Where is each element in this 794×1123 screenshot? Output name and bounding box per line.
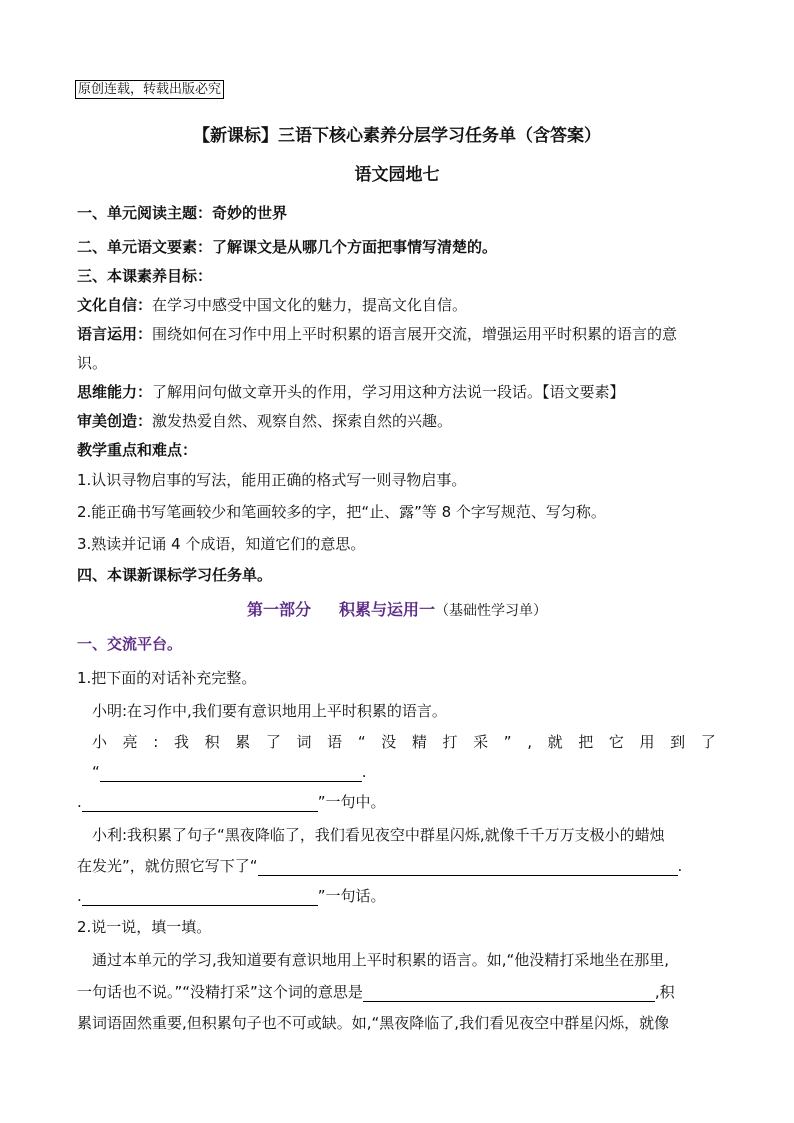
section-1-value: 奇妙的世界 — [212, 204, 288, 222]
para-text: ,积 — [654, 983, 675, 1001]
char: ” — [503, 733, 512, 751]
char: 累 — [235, 733, 251, 751]
char: 到 — [670, 733, 686, 751]
goal-language — [77, 324, 724, 344]
dialogue-xiaoli-line2 — [77, 856, 724, 876]
goal-aesthetic — [77, 411, 724, 431]
question-2-title: 2.说一说，填一填。 — [77, 918, 212, 936]
fill-blank[interactable] — [258, 859, 678, 876]
char: 词 — [296, 733, 312, 751]
period: . — [77, 793, 82, 811]
char: 积 — [204, 733, 220, 751]
char: 精 — [411, 733, 427, 751]
goal-culture — [77, 295, 724, 315]
dialogue-xiaoliang-line2 — [92, 762, 724, 782]
char: : — [153, 733, 159, 751]
section-1-label: 一、单元阅读主题： — [77, 204, 213, 222]
part-title: 积累与运用一 — [339, 600, 436, 619]
fill-blank[interactable] — [82, 795, 318, 812]
section-2: 二、单元语文要素：了解课文是从哪几个方面把事情写清楚的。 — [77, 238, 498, 256]
goal-text: 了解用问句做文章开头的作用，学习用这种方法说一段话。【语文要素】 — [152, 383, 625, 401]
char: 把 — [578, 733, 594, 751]
char: 小 — [92, 733, 108, 751]
question-2-para-2 — [77, 982, 724, 1002]
question-1-title: 1.把下面的对话补充完整。 — [77, 669, 257, 687]
period: . — [361, 763, 367, 781]
char: 亮 — [122, 733, 138, 751]
char: 了 — [700, 733, 716, 751]
exchange-platform-heading: 一、交流平台。 — [77, 635, 183, 653]
fill-blank[interactable] — [100, 765, 362, 782]
goal-text: 在学习中感受中国文化的魅力，提高文化自信。 — [152, 296, 468, 314]
question-2-para-1: 通过本单元的学习,我知道要有意识地用上平时积累的语言。如,“他没精打采地坐在那里, — [92, 951, 670, 969]
char: 我 — [173, 733, 189, 751]
key-point-3: 3.熟读并记诵 4 个成语，知道它们的意思。 — [77, 535, 366, 553]
quote-mark: “ — [92, 763, 100, 781]
fill-blank[interactable] — [363, 985, 655, 1002]
section-1 — [77, 203, 724, 223]
period: . — [77, 887, 82, 905]
dialogue-xiaoliang-line3 — [77, 792, 724, 812]
dialogue-end: ”一句话。 — [317, 887, 386, 905]
goal-label: 思维能力： — [77, 383, 153, 401]
question-2-para-3: 累词语固然重要,但积累句子也不可或缺。如,“黑夜降临了,我们看见夜空中群星闪烁，就像 — [77, 1014, 670, 1032]
goal-label: 审美创造： — [77, 412, 153, 430]
char: 就 — [547, 733, 563, 751]
char: , — [527, 733, 532, 751]
key-points-title: 教学重点和难点： — [77, 441, 198, 459]
dialogue-xiaoming: 小明:在习作中,我们要有意识地用上平时积累的语言。 — [92, 702, 447, 720]
page-subtitle: 语文园地七 — [354, 165, 440, 185]
dialogue-xiaoli: 小利:我积累了句子“黑夜降临了，我们看见夜空中群星闪烁,就像千千万万支极小的蜡烛 — [92, 826, 665, 844]
goal-label: 语言运用： — [77, 325, 153, 343]
key-point-2: 2.能正确书写笔画较少和笔画较多的字，把“止、露”等 8 个字写规范、写匀称。 — [77, 503, 606, 521]
goal-language-cont: 识。 — [77, 354, 108, 372]
char: “ — [357, 733, 366, 751]
fill-blank[interactable] — [82, 889, 318, 906]
section-3: 三、本课素养目标： — [77, 267, 213, 285]
char: 了 — [265, 733, 281, 751]
char: 采 — [473, 733, 489, 751]
goal-thinking — [77, 382, 724, 402]
dialogue-end: ”一句中。 — [317, 793, 386, 811]
part-name: 第一部分 — [246, 600, 311, 619]
copyright-notice: 原创连载，转载出版必究 — [75, 80, 224, 99]
dialogue-text: 在发光”，就仿照它写下了“ — [77, 857, 258, 875]
part-heading — [0, 600, 794, 621]
char: 用 — [639, 733, 655, 751]
para-text: 一句话也不说。”“没精打采”这个词的意思是 — [77, 983, 363, 1001]
part-note: （基础性学习单） — [435, 603, 548, 619]
page-title: 【新课标】三语下核心素养分层学习任务单（含答案） — [193, 126, 601, 146]
goal-text: 激发热爱自然、观察自然、探索自然的兴趣。 — [152, 412, 453, 430]
period: . — [677, 857, 683, 875]
key-point-1: 1.认识寻物启事的写法，能用正确的格式写一则寻物启事。 — [77, 471, 467, 489]
char: 它 — [608, 733, 624, 751]
char: 打 — [442, 733, 458, 751]
section-4: 四、本课新课标学习任务单。 — [77, 566, 273, 584]
dialogue-xiaoliang — [92, 732, 716, 752]
goal-label: 文化自信： — [77, 296, 153, 314]
char: 语 — [327, 733, 343, 751]
char: 没 — [381, 733, 397, 751]
goal-text: 围绕如何在习作中用上平时积累的语言展开交流，增强运用平时积累的语言的意 — [152, 325, 678, 343]
dialogue-xiaoli-line3 — [77, 886, 724, 906]
